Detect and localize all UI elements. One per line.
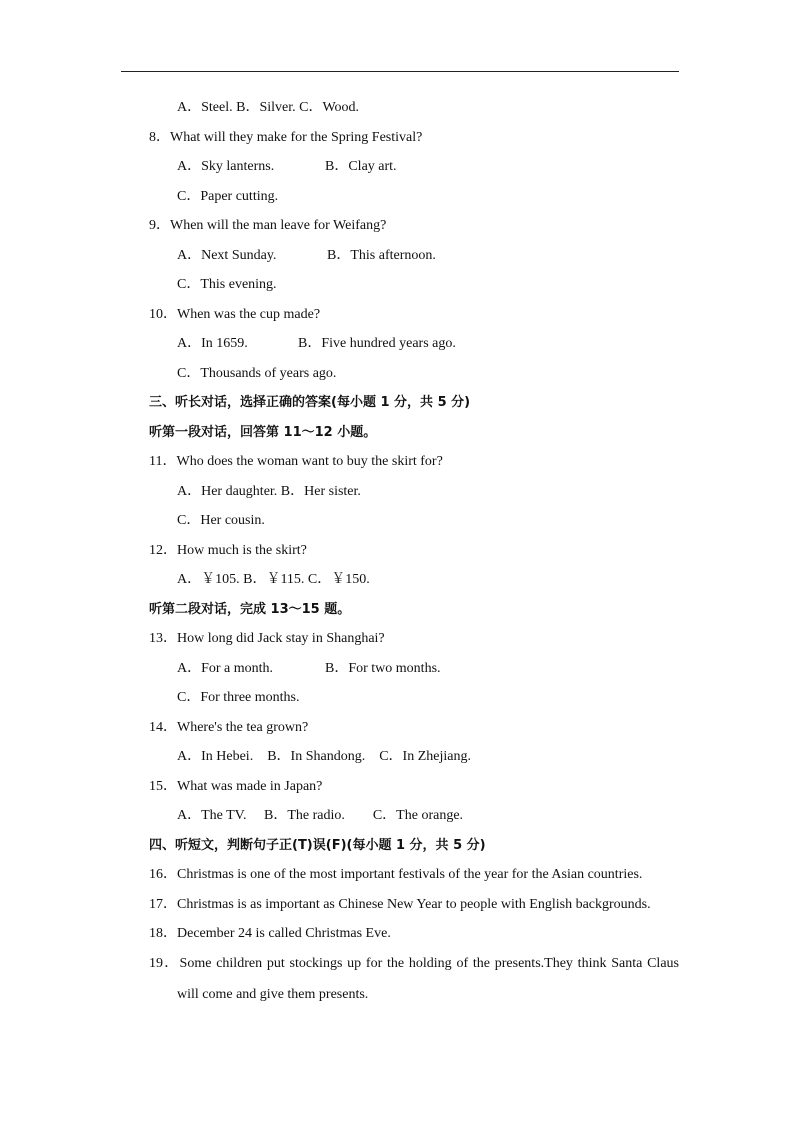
q9-option-b: B．This afternoon. xyxy=(327,248,436,263)
question-12: 12．How much is the skirt? xyxy=(149,543,307,558)
question-8: 8．What will they make for the Spring Festival? xyxy=(149,130,423,145)
q10-option-b: B．Five hundred years ago. xyxy=(298,336,456,351)
q13-option-b: B．For two months. xyxy=(325,661,441,676)
q11-option-c: C．Her cousin. xyxy=(177,513,265,528)
q15-options: A．The TV. B．The radio. C．The orange. xyxy=(177,808,464,823)
question-17: 17．Christmas is as important as Chinese New Year to people with English backgrounds. xyxy=(149,897,651,912)
q13-option-a: A．For a month. xyxy=(177,661,274,676)
q14-options: A．In Hebei. B．In Shandong. C．In Zhejiang. xyxy=(177,749,471,764)
q11-options-ab: A．Her daughter. B．Her sister. xyxy=(177,484,361,499)
question-19: 19．Some children put stockings up for the holding of the presents.They think Santa Claus xyxy=(149,956,679,971)
q9-option-a: A．Next Sunday. xyxy=(177,248,277,263)
q9-option-c: C．This evening. xyxy=(177,277,277,292)
q12-options: A．￥105. B．￥115. C．￥150. xyxy=(177,572,370,587)
q13-option-c: C．For three months. xyxy=(177,690,300,705)
question-9: 9．When will the man leave for Weifang? xyxy=(149,218,387,233)
question-18: 18．December 24 is called Christmas Eve. xyxy=(149,926,391,941)
header-rule xyxy=(121,71,679,72)
question-14: 14．Where's the tea grown? xyxy=(149,720,309,735)
question-19-continuation: will come and give them presents. xyxy=(177,987,369,1002)
question-13: 13．How long did Jack stay in Shanghai? xyxy=(149,631,385,646)
question-10: 10．When was the cup made? xyxy=(149,307,321,322)
q8-option-b: B．Clay art. xyxy=(325,159,397,174)
question-15: 15．What was made in Japan? xyxy=(149,779,323,794)
section-3-heading: 三、听长对话，选择正确的答案(每小题 1 分，共 5 分) xyxy=(149,395,471,410)
question-16: 16．Christmas is one of the most important festivals of the year for the Asian countries. xyxy=(149,867,643,882)
question-11: 11．Who does the woman want to buy the skirt for? xyxy=(149,454,443,469)
q10-option-c: C．Thousands of years ago. xyxy=(177,366,337,381)
q8-option-a: A．Sky lanterns. xyxy=(177,159,275,174)
q10-option-a: A．In 1659. xyxy=(177,336,248,351)
section-4-heading: 四、听短文，判断句子正(T)误(F)(每小题 1 分，共 5 分) xyxy=(149,838,486,853)
section-3-dialogue-1: 听第一段对话，回答第 11～12 小题。 xyxy=(149,425,377,440)
q8-option-c: C．Paper cutting. xyxy=(177,189,279,204)
section-3-dialogue-2: 听第二段对话，完成 13～15 题。 xyxy=(149,602,351,617)
q7-options: A．Steel. B．Silver. C．Wood. xyxy=(177,100,360,115)
